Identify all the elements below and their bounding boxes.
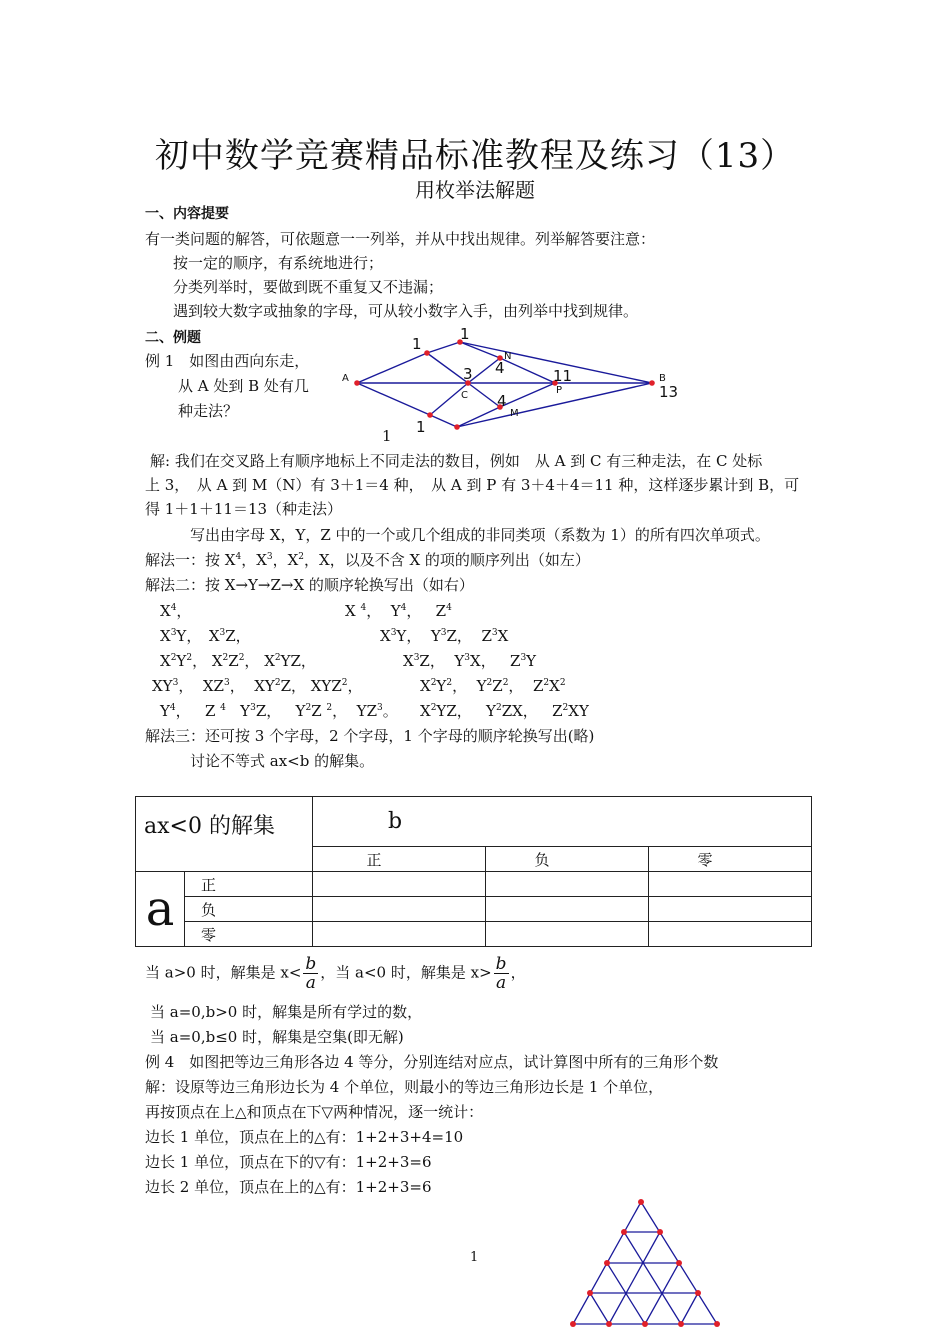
triangle-vertex — [570, 1321, 576, 1327]
row-header-positive: 正 — [185, 872, 313, 897]
col-header-zero: 零 — [649, 847, 812, 872]
case-3: 当 a=0,b≤0 时，解集是空集(即无解) — [150, 1028, 404, 1046]
count-upper-left: 1 — [412, 335, 422, 353]
solution-table — [135, 796, 812, 947]
label-p: P — [556, 385, 563, 396]
count-lower-extra: 1 — [382, 427, 392, 445]
method-1: 解法一：按 $X^4$，$X^3$，$X^2$，X，以及不含 X 的项的顺序列出（如左） — [145, 551, 590, 569]
triangle-vertex — [621, 1229, 627, 1235]
col-header-positive: 正 — [313, 847, 486, 872]
row-header-negative: 负 — [185, 897, 313, 922]
count-n: 4 — [495, 359, 505, 377]
table-cell — [486, 897, 649, 922]
col-header-negative: 负 — [486, 847, 649, 872]
label-c: C — [461, 390, 468, 401]
method-3: 解法三：还可按 3 个字母，2 个字母，1 个字母的顺序轮换写出(略) — [145, 727, 595, 745]
triangle-vertex — [604, 1260, 610, 1266]
left-list-row-5: $Y^4$， Z $^4$ $Y^3Z$， $Y^2Z$ $^2$， $YZ^3$。 — [160, 702, 398, 720]
triangle-vertex — [676, 1260, 682, 1266]
solution-line-3: 得 1＋1＋11＝13（种走法） — [145, 500, 343, 518]
count-b: 13 — [659, 383, 679, 401]
label-n: N — [504, 351, 512, 362]
example1-line3: 种走法？ — [178, 402, 239, 420]
right-list-row-3: $X^3Z$， $Y^3X$， $Z^3Y$ — [403, 652, 537, 670]
count-upper-top: 1 — [460, 325, 470, 343]
table-cell — [649, 897, 812, 922]
left-list-row-1: $X^4$， — [160, 602, 192, 620]
solution-line-1: 解: 我们在交叉路上有顺序地标上不同走法的数目，例如 从 A 到 C 有三种走法，在 C 处标 — [150, 452, 763, 470]
page-title: 初中数学竞赛精品标准教程及练习（13） — [154, 136, 796, 176]
example3-statement: 讨论不等式 ax<b 的解集。 — [190, 752, 375, 770]
page-number: 1 — [470, 1250, 479, 1265]
left-list-row-2: $X^3Y$， $X^3Z$， — [160, 627, 251, 645]
triangle-vertex — [657, 1229, 663, 1235]
case-1-prefix: 当 a>0 时，解集是 x< — [145, 963, 302, 982]
table-cell — [313, 897, 486, 922]
example4-line-2: 再按顶点在上△和顶点在下▽两种情况，逐一统计： — [145, 1103, 484, 1121]
count-p: 11 — [553, 367, 573, 385]
example4-statement: 例 4 如图把等边三角形各边 4 等分，分别连结对应点，试计算图中所有的三角形个数 — [145, 1053, 719, 1071]
node-lower-left — [427, 412, 433, 418]
node-upper-left — [424, 350, 430, 356]
table-b-header: b — [313, 797, 812, 847]
right-list-row-2: $X^3Y$， $Y^3Z$， $Z^3X$ — [380, 627, 509, 645]
right-list-row-5: $X^2YZ$， $Y^2ZX$， $Z^2XY$ — [420, 702, 589, 720]
intro-text: 有一类问题的解答，可依题意一一列举，并从中找出规律。列举解答要注意： — [145, 230, 656, 248]
table-cell — [313, 922, 486, 947]
example4-line-4: 边长 1 单位，顶点在下的▽有：1+2+3=6 — [145, 1153, 432, 1171]
right-list-row-1: X $^4$， $Y^4$， $Z^4$ — [345, 602, 452, 620]
case-2: 当 a=0,b>0 时，解集是所有学过的数， — [150, 1003, 423, 1021]
fraction-b-over-a: $\frac{b}{a}$ — [495, 954, 507, 993]
point-1: 按一定的顺序，有系统地进行； — [173, 254, 384, 272]
triangle-vertex — [695, 1290, 701, 1296]
count-c: 3 — [463, 365, 473, 383]
table-cell — [649, 872, 812, 897]
triangle-vertex — [678, 1321, 684, 1327]
example1-line1: 例 1 如图由西向东走， — [145, 352, 310, 370]
label-a: A — [342, 373, 349, 384]
triangle-vertex — [606, 1321, 612, 1327]
example2-statement: 写出由字母 X，Y，Z 中的一个或几个组成的非同类项（系数为 1）的所有四次单项式。 — [190, 526, 770, 544]
table-cell — [649, 922, 812, 947]
case-1: 当 a>0 时，解集是 x< $\frac{b}{a}$ ，当 a<0 时，解集是 x> $\frac{b}{a}$ ， — [145, 954, 526, 993]
node-a — [354, 380, 360, 386]
node-lower-bottom — [454, 424, 460, 430]
fraction-b-over-a: $\frac{b}{a}$ — [305, 954, 317, 993]
table-corner: ax<0 的解集 — [136, 797, 313, 872]
row-header-zero: 零 — [185, 922, 313, 947]
triangle-vertex — [714, 1321, 720, 1327]
count-lower-left: 1 — [416, 418, 426, 436]
triangle-vertex — [642, 1321, 648, 1327]
table-a-header: a — [136, 872, 185, 947]
table-cell — [486, 872, 649, 897]
case-1-mid: ，当 a<0 时，解集是 x> — [320, 963, 492, 982]
label-m: M — [510, 408, 519, 419]
left-list-row-3: $X^2Y^2$， $X^2Z^2$， $X^2YZ$， — [160, 652, 316, 670]
triangle-figure — [565, 1190, 735, 1340]
example4-line-3: 边长 1 单位，顶点在上的△有：1+2+3+4=10 — [145, 1128, 464, 1146]
count-m: 4 — [497, 392, 507, 410]
section-heading-1: 一、内容提要 — [145, 206, 229, 222]
example4-line-1: 解：设原等边三角形边长为 4 个单位，则最小的等边三角形边长是 1 个单位， — [145, 1078, 664, 1096]
point-2: 分类列举时，要做到既不重复又不违漏； — [173, 278, 444, 296]
table-cell — [486, 922, 649, 947]
example1-line2: 从 A 处到 B 处有几 — [178, 377, 309, 395]
table-cell — [313, 872, 486, 897]
example4-line-5: 边长 2 单位，顶点在上的△有：1+2+3=6 — [145, 1178, 432, 1196]
triangle-vertex — [587, 1290, 593, 1296]
triangle-vertex — [638, 1199, 644, 1205]
right-list-row-4: $X^2Y^2$， $Y^2Z^2$， $Z^2X^2$ — [420, 677, 566, 695]
label-b: B — [659, 373, 666, 384]
node-b — [649, 380, 655, 386]
page-subtitle: 用枚举法解题 — [415, 178, 535, 202]
left-list-row-4: $XY^3$， $XZ^3$， $XY^2Z$， XYZ$^2$， — [152, 677, 363, 695]
method-2: 解法二：按 X→Y→Z→X 的顺序轮换写出（如右） — [145, 576, 474, 594]
point-3: 遇到较大数字或抽象的字母，可从较小数字入手，由列举中找到规律。 — [173, 302, 639, 320]
solution-line-2: 上 3， 从 A 到 M（N）有 3＋1＝4 种， 从 A 到 P 有 3＋4＋4＝11 种，这样逐步累计到 B，可 — [145, 476, 800, 494]
section-heading-2: 二、例题 — [145, 330, 201, 346]
